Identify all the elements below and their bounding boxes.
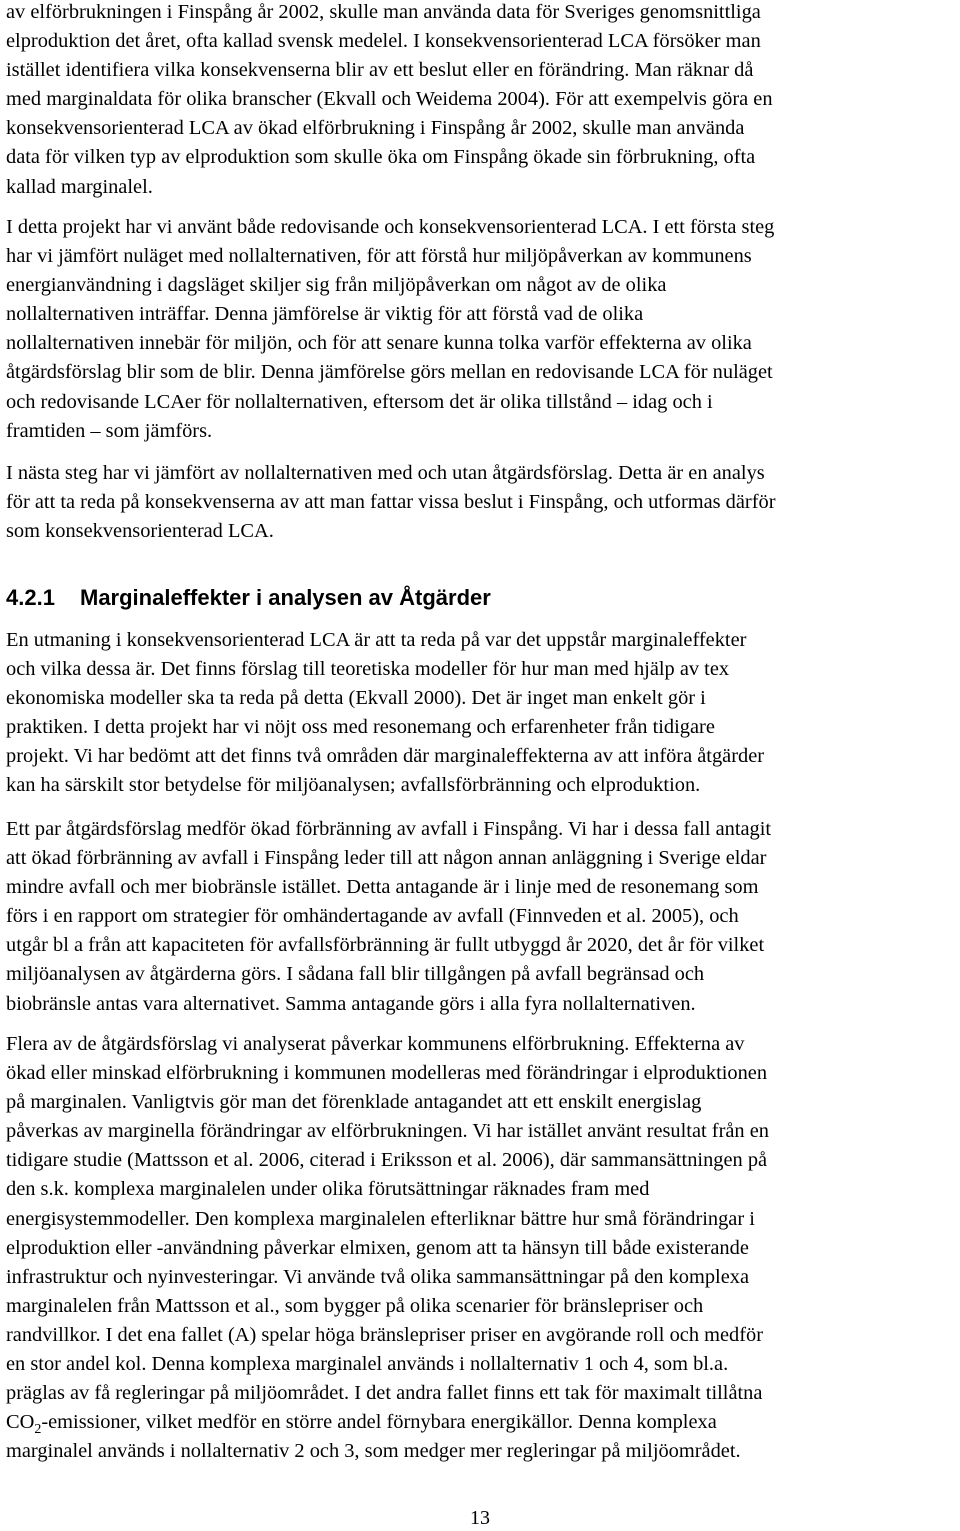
text-line: miljöanalysen av åtgärderna görs. I sådana fall blir tillgången på avfall begränsad och <box>6 963 705 986</box>
text-line-co2 <box>6 1408 769 1437</box>
text-line: kallad marginalel. <box>6 175 153 198</box>
text-line: mindre avfall och mer biobränsle istället. Detta antagande är i linje med de resonemang som <box>6 876 759 899</box>
paragraph-project-method <box>6 213 774 446</box>
paragraph-electricity-use <box>6 1030 769 1466</box>
text-line: I nästa steg har vi jämfört av nollalternativen med och utan åtgärdsförslag. Detta är en analys <box>6 462 765 484</box>
page-number: 13 <box>470 1507 490 1529</box>
co2-prefix: CO <box>6 1411 35 1434</box>
text-line: ekonomiska modeller ska ta reda på detta (Ekvall 2000). Det är inget man enkelt gör i <box>6 687 706 710</box>
paragraph-next-step <box>6 459 776 546</box>
text-line: marginalelen från Mattsson et al., som bygger på olika scenarier för bränslepriser och <box>6 1294 704 1317</box>
text-line: på marginalen. Vanligtvis gör man det förenklade antagandet att ett enskilt energislag <box>6 1091 702 1114</box>
text-line: påverkas av marginella förändringar av elförbrukningen. Vi har istället använt resultat från en <box>6 1120 769 1143</box>
text-line: randvillkor. I det ena fallet (A) spelar höga bränslepriser priser en avgörande roll och medför <box>6 1323 763 1346</box>
text-line: för att ta reda på konsekvenserna av att man fattar vissa beslut i Finspång, och utformas därför <box>6 491 776 514</box>
text-line: konsekvensorienterad LCA av ökad elförbrukning i Finspång år 2002, skulle man använda <box>6 117 745 140</box>
text-line: nollalternativen inträffar. Denna jämförelse är viktig för att förstå vad de olika <box>6 303 644 326</box>
text-line: I detta projekt har vi använt både redovisande och konsekvensorienterad LCA. I ett första steg <box>6 216 775 238</box>
text-line: åtgärdsförslag blir som de blir. Denna jämförelse görs mellan en redovisande LCA för nuläget <box>6 361 773 384</box>
text-line: utgår bl a från att kapaciteten för avfallsförbränning är fullt utbyggd år 2020, det år för vilket <box>6 934 765 957</box>
paragraph-waste-incineration <box>6 815 771 1019</box>
text-line: med marginaldata för olika branscher (Ekvall och Weidema 2004). För att exempelvis göra en <box>6 88 773 111</box>
co2-suffix: -emissioner, vilket medför en större andel förnybara energikällor. Denna komplexa <box>41 1411 717 1434</box>
text-line: att ökad förbränning av avfall i Finspång leder till att någon annan anläggning i Sverige eldar <box>6 847 767 870</box>
text-line: kan ha särskilt stor betydelse för miljöanalysen; avfallsförbränning och elproduktion. <box>6 774 701 797</box>
text-line: Flera av de åtgärdsförslag vi analyserat påverkar kommunens elförbrukning. Effekterna av <box>6 1033 745 1055</box>
section-number: 4.2.1 <box>6 585 55 610</box>
text-line: nollalternativen innebär för miljön, och för att senare kunna tolka varför effekterna av olika <box>6 332 752 355</box>
text-line: projekt. Vi har bedömt att det finns två områden där marginaleffekterna av att införa åtgärder <box>6 745 765 768</box>
text-line: ökad eller minskad elförbrukning i kommunen modelleras med förändringar i elproduktionen <box>6 1062 768 1085</box>
co2-subscript: 2 <box>34 1422 42 1438</box>
text-line: av elförbrukningen i Finspång år 2002, skulle man använda data för Sveriges genomsnittliga <box>6 1 761 23</box>
text-line: biobränsle antas vara alternativet. Samma antagande görs i alla fyra nollalternativen. <box>6 992 696 1015</box>
text-line: som konsekvensorienterad LCA. <box>6 520 274 543</box>
text-line: Ett par åtgärdsförslag medför ökad förbränning av avfall i Finspång. Vi har i dessa fall antagit <box>6 818 772 840</box>
text-line: har vi jämfört nuläget med nollalternativen, för att förstå hur miljöpåverkan av kommunens <box>6 245 752 268</box>
text-line: energianvändning i dagsläget skiljer sig från miljöpåverkan om något av de olika <box>6 274 667 297</box>
text-line: data för vilken typ av elproduktion som skulle öka om Finspång ökade sin förbrukning, ofta <box>6 146 756 169</box>
text-line: energisystemmodeller. Den komplexa marginalelen efterliknar bättre hur små förändringar i <box>6 1207 755 1230</box>
text-line: elproduktion eller -användning påverkar elmixen, genom att ta hänsyn till både existerande <box>6 1236 749 1259</box>
text-line: tidigare studie (Mattsson et al. 2006, citerad i Eriksson et al. 2006), där sammansättningen på <box>6 1149 768 1172</box>
text-line: En utmaning i konsekvensorienterad LCA är att ta reda på var det uppstår marginaleffekter <box>6 629 747 651</box>
text-line: präglas av få regleringar på miljöområdet. I det andra fallet finns ett tak för maximalt tillåtna <box>6 1382 763 1405</box>
section-heading <box>6 583 491 613</box>
text-line: infrastruktur och nyinvesteringar. Vi använde två olika sammansättningar på den komplexa <box>6 1265 750 1288</box>
text-line: och redovisande LCAer för nollalternativen, eftersom det är olika tillstånd – idag och i <box>6 390 713 413</box>
text-line: framtiden – som jämförs. <box>6 419 213 442</box>
text-line: marginalel används i nollalternativ 2 och 3, som medger mer regleringar på miljöområdet. <box>6 1440 741 1463</box>
text-line: den s.k. komplexa marginalelen under olika förutsättningar räknades fram med <box>6 1178 650 1201</box>
section-title: Marginaleffekter i analysen av Åtgärder <box>80 585 491 610</box>
text-line: och vilka dessa är. Det finns förslag till teoretiska modeller för hur man med hjälp av tex <box>6 658 730 681</box>
text-line: elproduktion det året, ofta kallad svensk medelel. I konsekvensorienterad LCA försöker man <box>6 30 761 53</box>
text-line: istället identifiera vilka konsekvenserna blir av ett beslut eller en förändring. Man räknar då <box>6 59 754 82</box>
paragraph-marginal-effects <box>6 626 764 801</box>
paragraph-lca-intro <box>6 0 773 202</box>
text-line: förs i en rapport om strategier för omhändertagande av avfall (Finnveden et al. 2005), och <box>6 905 739 928</box>
text-line: praktiken. I detta projekt har vi nöjt oss med resonemang och erfarenheter från tidigare <box>6 716 715 739</box>
text-line: en stor andel kol. Denna komplexa marginalel används i nollalternativ 1 och 4, som bl.a. <box>6 1353 729 1376</box>
